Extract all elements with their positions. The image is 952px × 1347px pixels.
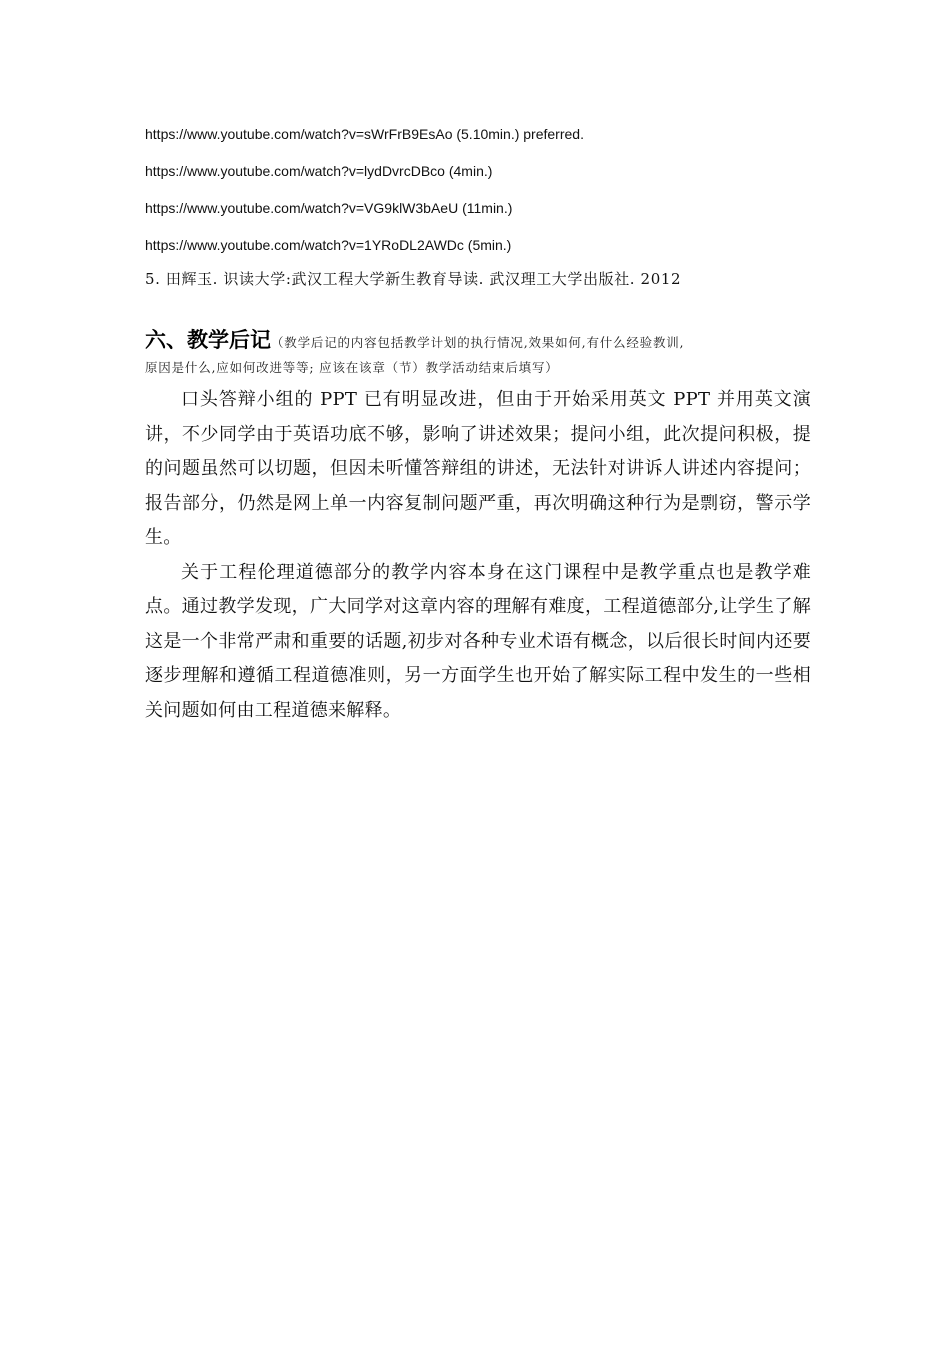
section-title: 六、教学后记	[145, 328, 271, 352]
paragraph-presentation-feedback: 口头答辩小组的 PPT 已有明显改进，但由于开始采用英文 PPT 并用英文演讲，不少同学由于英语功底不够，影响了讲述效果；提问小组，此次提问积极，提的问题虽然可以切题，但因未听懂答辩组的讲述，无法针对讲诉人讲述内容提问；报告部分，仍然是网上单一内容复制问题严重，再次明确这种行为是剽窃，警示学生。	[145, 389, 811, 548]
video-link-2[interactable]: https://www.youtube.com/watch?v=lydDvrcDBco (4min.)	[145, 163, 493, 179]
video-link-1[interactable]: https://www.youtube.com/watch?v=sWrFrB9EsAo (5.10min.) preferred.	[145, 126, 584, 142]
video-link-4[interactable]: https://www.youtube.com/watch?v=1YRoDL2AWDc (5min.)	[145, 237, 512, 253]
section-note-line-1: （教学后记的内容包括教学计划的执行情况,效果如何,有什么经验教训,	[271, 335, 685, 350]
video-link-3[interactable]: https://www.youtube.com/watch?v=VG9klW3bAeU (11min.)	[145, 200, 513, 216]
book-reference: 5. 田辉玉. 识读大学:武汉工程大学新生教育导读. 武汉理工大学出版社. 2012	[145, 270, 682, 288]
section-note-line-2: 原因是什么,应如何改进等等; 应该在该章（节）教学活动结束后填写）	[145, 360, 559, 375]
paragraph-engineering-ethics: 关于工程伦理道德部分的教学内容本身在这门课程中是教学重点也是教学难点。通过教学发现，广大同学对这章内容的理解有难度，工程道德部分,让学生了解这是一个非常严肃和重要的话题,初步对各种专业术语有概念，以后很长时间内还要逐步理解和遵循工程道德准则，另一方面学生也开始了解实际工程中发生的一些相关问题如何由工程道德来解释。	[145, 561, 811, 721]
section-heading	[145, 326, 811, 357]
teaching-postscript-section	[145, 326, 811, 728]
reference-list	[145, 124, 825, 290]
